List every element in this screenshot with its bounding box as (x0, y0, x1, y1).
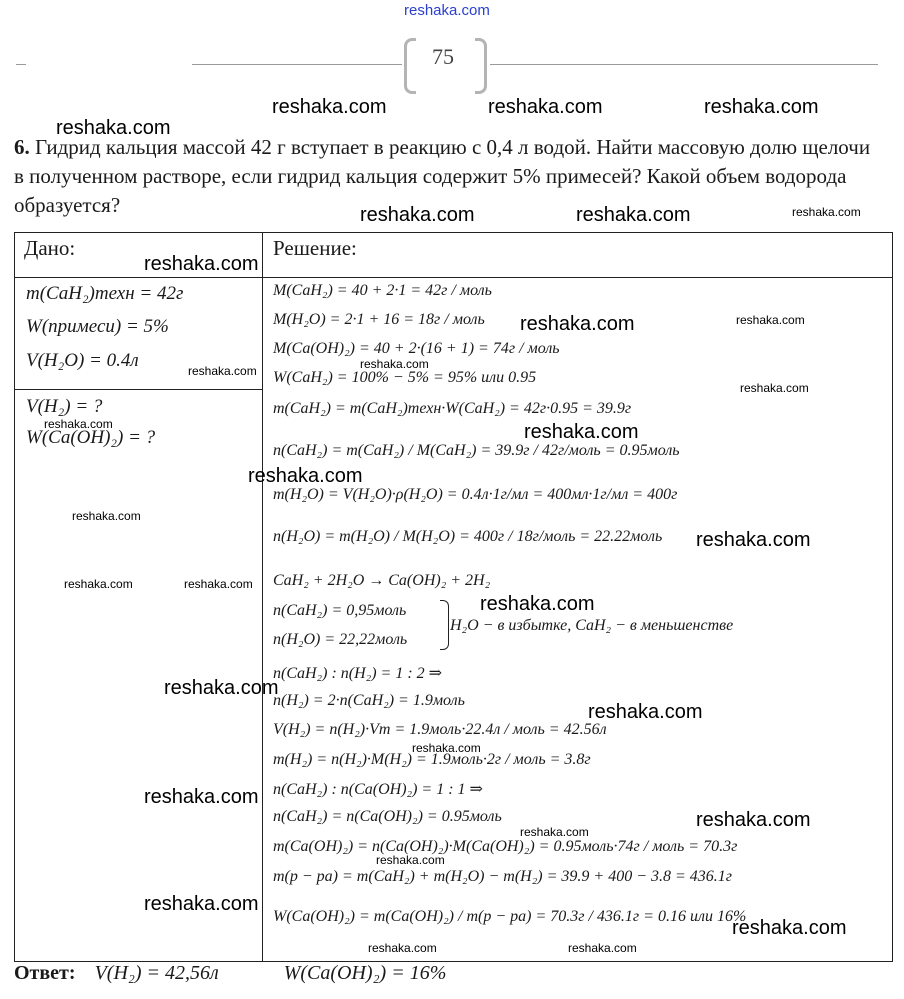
solution-line: m(CaH₂) = m(CaH₂)техн·W(CaH₂) = 42г·0.95 = 39.9г (273, 400, 632, 417)
answer-mass-fraction: W(Ca(OH)₂) = 16% (283, 962, 447, 984)
watermark: reshaka.com (144, 786, 259, 808)
header-divider-right (490, 64, 878, 65)
solution-header: Решение: (273, 236, 357, 260)
watermark: reshaka.com (576, 204, 691, 226)
solution-line: n(CaH₂) : n(Ca(OH)₂) = 1 : 1 ⇒ (273, 781, 483, 798)
solution-line: W(CaH₂) = 100% − 5% = 95% или 0.95 (273, 369, 537, 386)
watermark: reshaka.com (696, 809, 811, 831)
watermark: reshaka.com (696, 529, 811, 551)
given-impurity: W(примеси) = 5% (26, 316, 169, 337)
watermark: reshaka.com (368, 941, 437, 955)
watermark: reshaka.com (412, 741, 481, 755)
watermark: reshaka.com (792, 205, 861, 219)
solution-line: M(Ca(OH)₂) = 40 + 2·(16 + 1) = 74г / моль (273, 340, 560, 357)
watermark: reshaka.com (248, 465, 363, 487)
watermark: reshaka.com (520, 825, 589, 839)
watermark: reshaka.com (144, 253, 259, 275)
watermark: reshaka.com (524, 421, 639, 443)
solution-line: M(CaH₂) = 40 + 2·1 = 42г / моль (273, 282, 492, 299)
page-number-bracket-left (404, 38, 416, 94)
solution-line: n(CaH₂) = n(Ca(OH)₂) = 0.95моль (273, 808, 502, 825)
solution-line: M(H₂O) = 2·1 + 16 = 18г / моль (273, 311, 485, 328)
solution-line: n(CaH₂) : n(H₂) = 1 : 2 ⇒ (273, 665, 443, 682)
watermark: reshaka.com (480, 593, 595, 615)
answer: Ответ: V(H₂) = 42,56л W(Ca(OH)₂) = 16% (14, 962, 447, 984)
watermark: reshaka.com (376, 853, 445, 867)
given-volume-water: V(H₂O) = 0.4л (26, 350, 139, 371)
watermark: reshaka.com (704, 96, 819, 118)
answer-volume-h2: V(H₂) = 42,56л (94, 962, 219, 984)
solution-line: n(CaH₂) = 0,95моль (273, 602, 407, 619)
header-divider-left-tick (16, 64, 26, 65)
page-number: 75 (432, 44, 454, 69)
solution-line: n(H₂O) = 22,22моль (273, 631, 408, 648)
watermark: reshaka.com (360, 204, 475, 226)
given-mass-cah2: m(CaH₂)техн = 42г (26, 283, 184, 304)
find-volume-h2: V(H₂) = ? (26, 396, 103, 417)
watermark: reshaka.com (732, 917, 847, 939)
solution-line: m(H₂) = n(H₂)·M(H₂) = 1.9моль·2г / моль = 3.8г (273, 751, 591, 768)
table-header-divider (14, 277, 892, 278)
watermark: reshaka.com (488, 96, 603, 118)
watermark: reshaka.com (272, 96, 387, 118)
solution-line: W(Ca(OH)₂) = m(Ca(OH)₂) / m(p − pa) = 70.3г / 436.1г = 0.16 или 16% (273, 908, 747, 925)
watermark: reshaka.com (164, 677, 279, 699)
reaction-equation: CaH₂ + 2H₂O → Ca(OH)₂ + 2H₂ (273, 572, 491, 589)
solution-line: m(H₂O) = V(H₂O)·ρ(H₂O) = 0.4л·1г/мл = 400мл·1г/мл = 400г (273, 486, 678, 503)
site-link[interactable]: reshaka.com (404, 2, 490, 19)
watermark: reshaka.com (568, 941, 637, 955)
watermark: reshaka.com (184, 577, 253, 591)
watermark: reshaka.com (64, 577, 133, 591)
page-number-bracket-right (475, 38, 487, 94)
watermark: reshaka.com (44, 417, 113, 431)
problem-number: 6. (14, 135, 30, 159)
watermark: reshaka.com (188, 364, 257, 378)
watermark: reshaka.com (588, 701, 703, 723)
watermark: reshaka.com (360, 357, 429, 371)
find-mass-fraction: W(Ca(OH)₂) = ? (26, 427, 156, 448)
watermark: reshaka.com (144, 893, 259, 915)
watermark: reshaka.com (520, 313, 635, 335)
problem-text: Гидрид кальция массой 42 г вступает в реакцию с 0,4 л водой. Найти массовую долю щелочи в полученном растворе, если гидрид кальция содержит 5% примесей? Какой объем водорода образуется? (14, 135, 871, 217)
watermark: reshaka.com (736, 313, 805, 327)
solution-line: V(H₂) = n(H₂)·Vm = 1.9моль·22.4л / моль = 42.56л (273, 721, 607, 738)
table-column-divider (262, 232, 263, 961)
given-header: Дано: (24, 236, 76, 260)
solution-line: n(H₂) = 2·n(CaH₂) = 1.9моль (273, 692, 465, 709)
solution-line: m(Ca(OH)₂) = n(Ca(OH)₂)·M(Ca(OH)₂) = 0.95моль·74г / моль = 70.3г (273, 838, 738, 855)
solution-line: m(p − pa) = m(CaH₂) + m(H₂O) − m(H₂) = 39.9 + 400 − 3.8 = 436.1г (273, 868, 733, 885)
watermark: reshaka.com (72, 509, 141, 523)
solution-line: n(CaH₂) = m(CaH₂) / M(CaH₂) = 39.9г / 42г/моль = 0.95моль (273, 442, 680, 459)
solution-line: n(H₂O) = m(H₂O) / M(H₂O) = 400г / 18г/моль = 22.22моль (273, 528, 663, 545)
watermark: reshaka.com (740, 381, 809, 395)
excess-note: H₂O − в избытке, CaH₂ − в меньшенстве (450, 617, 734, 634)
watermark: reshaka.com (56, 117, 171, 139)
header-divider-left (192, 64, 402, 65)
answer-label: Ответ (14, 962, 69, 984)
brace (440, 600, 449, 650)
given-find-divider (14, 389, 262, 390)
